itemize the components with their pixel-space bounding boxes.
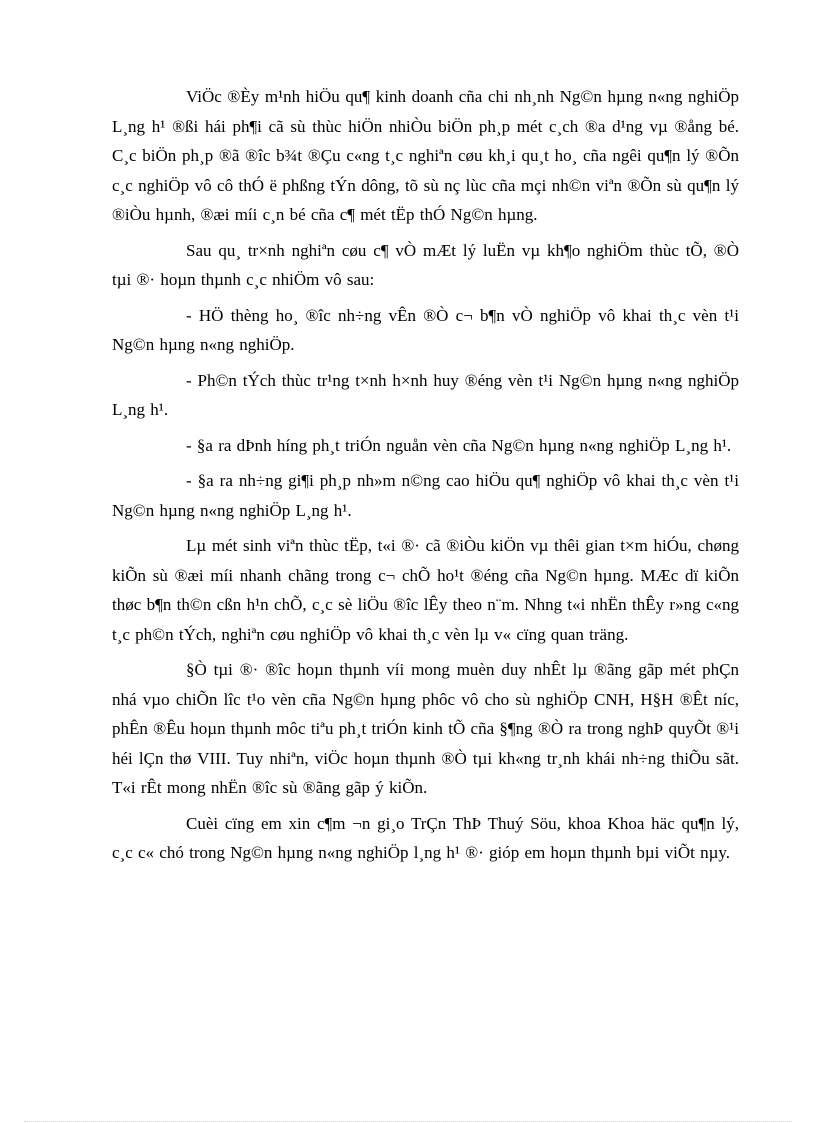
list-item-task-2: - Ph©n tÝch thùc tr¹ng t×nh h×nh huy ®éng vèn t¹i Ng©n hµng n«ng nghiÖp L¸ng h¹.: [112, 370, 739, 419]
page-bottom-divider: [24, 1121, 792, 1122]
paragraph-internship: Lµ mét sinh viªn thùc tËp, t«i ®· cã ®iÒu kiÖn vµ thêi gian t×m hiÓu, chøng kiÕn sù ®æi míi nhanh chãng trong c¬ chÕ ho¹t ®éng cña Ng©n hµng. MÆc dï kiÕn thøc b¶n th©n cßn h¹n chÕ, c¸c sè liÖu ®îc lÊy theo n¨m. Nhng t«i nhËn thÊy r»ng c«ng t¸c ph©n tÝch, nghiªn cøu nghiÖp vô khai th¸c vèn lµ v« cïng quan träng.: [112, 536, 739, 644]
document-body: [112, 82, 739, 874]
list-item-task-1: - HÖ thèng ho¸ ®îc nh÷ng vÊn ®Ò c¬ b¶n vÒ nghiÖp vô khai th¸c vèn t¹i Ng©n hµng n«ng nghiÖp.: [112, 305, 739, 354]
list-item-task-3: - §a ra dÞnh híng ph¸t triÓn nguån vèn cña Ng©n hµng n«ng nghiÖp L¸ng h¹.: [186, 435, 732, 455]
paragraph-acknowledgement: Cuèi cïng em xin c¶m ¬n gi¸o TrÇn ThÞ Thuý Söu, khoa Khoa häc qu¶n lý, c¸c c« chó trong Ng©n hµng n«ng nghiÖp l¸ng h¹ ®· gióp em hoµn thµnh bµi viÕt nµy.: [112, 813, 739, 862]
paragraph-intro: ViÖc ®Èy m¹nh hiÖu qu¶ kinh doanh cña chi nh¸nh Ng©n hµng n«ng nghiÖp L¸ng h¹ ®ßi hái ph¶i cã sù thùc hiÖn nhiÒu biÖn ph¸p mét c¸ch ®a d¹ng vµ ®ång bé. C¸c biÖn ph¸p ®ã ®îc b¾t ®Çu c«ng t¸c nghiªn cøu kh¸i qu¸t ho¸ cña ngêi qu¶n lý ®Õn c¸c nghiÖp vô cô thÓ ë phßng tÝn dông, tõ sù nç lùc cña mçi nh©n viªn ®Õn sù qu¶n lý ®iÒu hµnh, ®æi míi c¸n bé cña c¶ mét tËp thÓ Ng©n hµng.: [112, 87, 739, 224]
list-item-task-4: - §a ra nh÷ng gi¶i ph¸p nh»m n©ng cao hiÖu qu¶ nghiÖp vô khai th¸c vèn t¹i Ng©n hµng n«ng nghiÖp L¸ng h¹.: [112, 471, 739, 520]
paragraph-contribution: §Ò tµi ®· ®îc hoµn thµnh víi mong muèn duy nhÊt lµ ®ãng gãp mét phÇn nhá vµo chiÕn lîc t¹o vèn cña Ng©n hµng phôc vô cho sù nghiÖp CNH, H§H ®Êt níc, phÊn ®Êu hoµn thµnh môc tiªu ph¸t triÓn kinh tÕ cña §¶ng ®Ò ra trong nghÞ quyÕt ®¹i héi lÇn thø VIII. Tuy nhiªn, viÖc hoµn thµnh ®Ò tµi kh«ng tr¸nh khái nh÷ng thiÕu sãt. T«i rÊt mong nhËn ®îc sù ®ãng gãp ý kiÕn.: [112, 660, 739, 797]
paragraph-summary: Sau qu¸ tr×nh nghiªn cøu c¶ vÒ mÆt lý luËn vµ kh¶o nghiÖm thùc tÕ, ®Ò tµi ®· hoµn thµnh c¸c nhiÖm vô sau:: [112, 240, 739, 289]
